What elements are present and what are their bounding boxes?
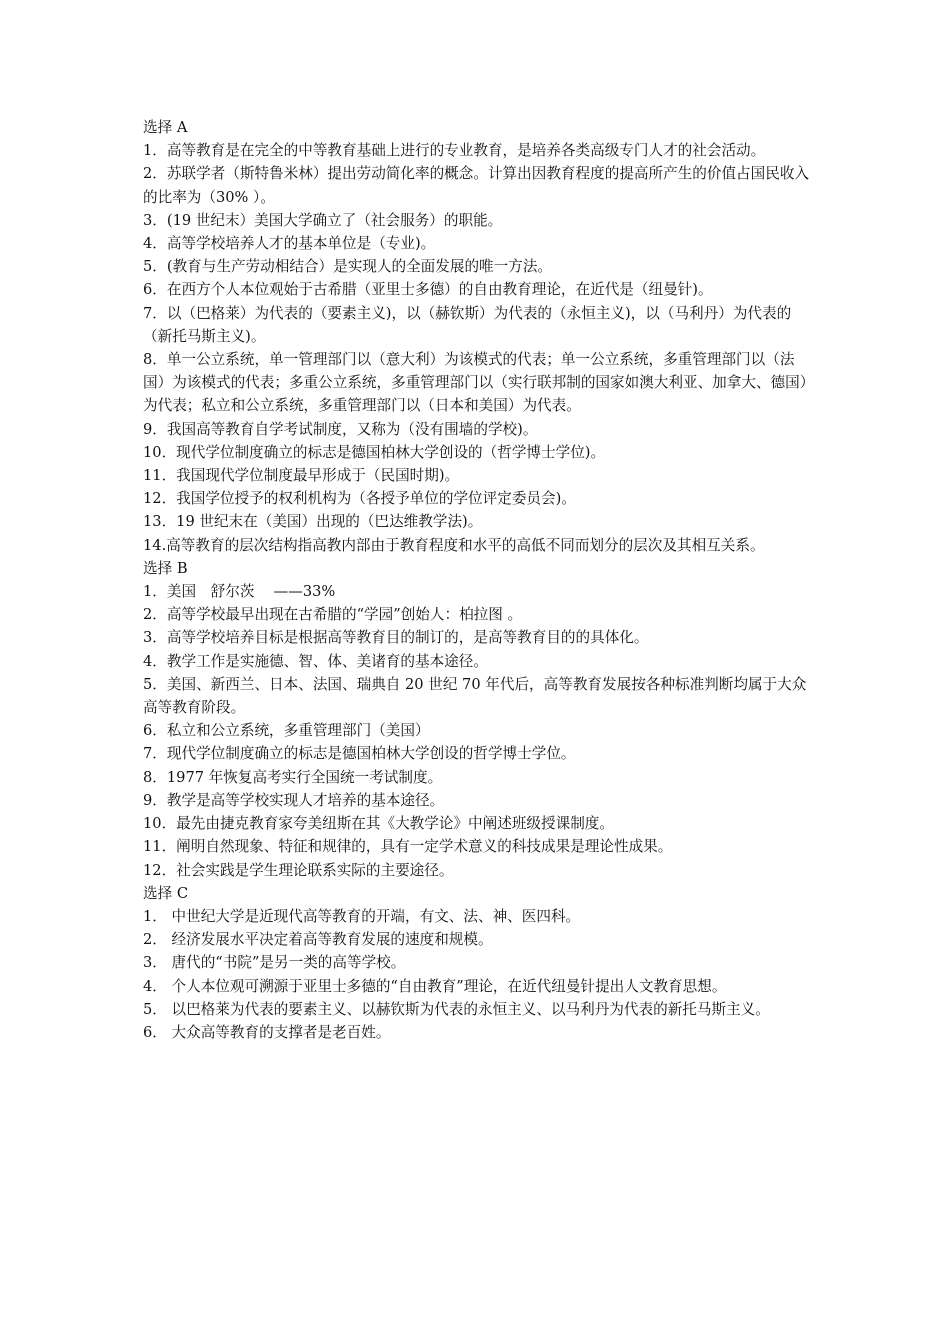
list-item: 4．高等学校培养人才的基本单位是（专业)。 — [143, 235, 436, 253]
list-item: 4．教学工作是实施德、智、体、美诸育的基本途径。 — [143, 652, 488, 670]
list-item: 5．美国、新西兰、日本、法国、瑞典自 20 世纪 70 年代后，高等教育发展按各种标准判断均属于大众高等教育阶段。 — [143, 675, 807, 717]
list-item: 1． 中世纪大学是近现代高等教育的开端，有文、法、神、医四科。 — [143, 907, 581, 925]
list-item: 6． 大众高等教育的支撑者是老百姓。 — [143, 1023, 391, 1041]
section-c — [143, 882, 813, 1044]
list-item: 10．最先由捷克教育家夸美纽斯在其《大教学论》中阐述班级授课制度。 — [143, 815, 614, 833]
list-item: 7．以（巴格莱）为代表的（要素主义)，以（赫钦斯）为代表的（永恒主义)，以（马利丹）为代表的（新托马斯主义)。 — [143, 304, 792, 345]
document-page — [143, 116, 813, 1044]
list-item: 5． 以巴格莱为代表的要素主义、以赫钦斯为代表的永恒主义、以马利丹为代表的新托马斯主义。 — [143, 1000, 770, 1018]
list-item: 1．美国 舒尔茨 ——33% — [143, 583, 336, 601]
list-item: 8．单一公立系统，单一管理部门以（意大利）为该模式的代表；单一公立系统，多重管理部门以（法国）为该模式的代表；多重公立系统，多重管理部门以（实行联邦制的国家如澳大利亚、加拿大、德国）为代表；私立和公立系统，多重管理部门以（日本和美国）为代表。 — [143, 351, 808, 415]
section-heading: 选择 C — [143, 884, 188, 902]
list-item: 2．高等学校最早出现在古希腊的“学园”创始人：柏拉图 。 — [143, 606, 523, 624]
list-item: 11．我国现代学位制度最早形成于（民国时期)。 — [143, 467, 460, 485]
list-item: 10．现代学位制度确立的标志是德国柏林大学创设的（哲学博士学位)。 — [143, 443, 606, 461]
list-item: 14.高等教育的层次结构指高教内部由于教育程度和水平的高低不同而划分的层次及其相互关系。 — [143, 536, 765, 554]
section-heading: 选择 B — [143, 559, 188, 577]
list-item: 5．(教育与生产劳动相结合）是实现人的全面发展的唯一方法。 — [143, 258, 553, 276]
list-item: 12．我国学位授予的权利机构为（各授予单位的学位评定委员会)。 — [143, 490, 576, 508]
list-item: 3．高等学校培养目标是根据高等教育目的制订的，是高等教育目的的具体化。 — [143, 629, 649, 647]
section-a — [143, 116, 813, 557]
list-item: 2．苏联学者（斯特鲁米林）提出劳动简化率的概念。计算出因教育程度的提高所产生的价值占国民收入的比率为（30% ）。 — [143, 165, 810, 206]
list-item: 11．阐明自然现象、特征和规律的，具有一定学术意义的科技成果是理论性成果。 — [143, 838, 673, 856]
list-item: 9．我国高等教育自学考试制度，又称为（没有围墙的学校)。 — [143, 420, 538, 438]
list-item: 7．现代学位制度确立的标志是德国柏林大学创设的哲学博士学位。 — [143, 745, 576, 763]
list-item: 9．教学是高等学校实现人才培养的基本途径。 — [143, 791, 445, 809]
list-item: 8．1977 年恢复高考实行全国统一考试制度。 — [143, 768, 443, 786]
list-item: 13．19 世纪末在（美国）出现的（巴达维教学法)。 — [143, 513, 483, 531]
list-item: 4． 个人本位观可溯源于亚里士多德的“自由教育”理论，在近代纽曼针提出人文教育思想。 — [143, 977, 727, 995]
list-item: 12．社会实践是学生理论联系实际的主要途径。 — [143, 861, 454, 879]
list-item: 6．在西方个人本位观始于古希腊（亚里士多德）的自由教育理论，在近代是（纽曼针)。 — [143, 281, 713, 299]
list-item: 6．私立和公立系统，多重管理部门（美国） — [143, 722, 430, 740]
list-item: 3．(19 世纪末）美国大学确立了（社会服务）的职能。 — [143, 211, 503, 229]
section-b — [143, 557, 813, 882]
section-heading: 选择 A — [143, 119, 188, 136]
list-item: 3． 唐代的“书院”是另一类的高等学校。 — [143, 954, 406, 972]
list-item: 2． 经济发展水平决定着高等教育发展的速度和规模。 — [143, 931, 493, 949]
list-item: 1．高等教育是在完全的中等教育基础上进行的专业教育，是培养各类高级专门人才的社会活动。 — [143, 142, 766, 160]
